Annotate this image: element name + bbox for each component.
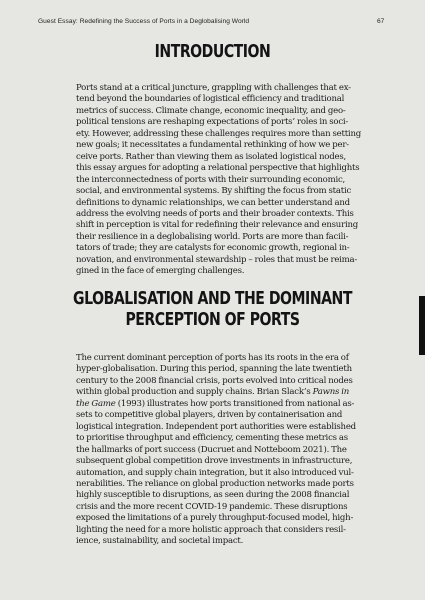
text-line: The current dominant perception of ports has its roots in the era of [76,353,349,363]
page-number: 67 [377,18,385,25]
text-line: the interconnectedness of ports with their surrounding economic, [76,174,346,185]
text-line: tators of trade; they are catalysts for economic growth, regional in- [76,243,350,254]
text-line: within global production and supply chains. Brian Slack’s Pawns in [76,387,350,398]
text-line: the Game (1993) illustrates how ports transitioned from national as- [76,398,355,409]
text-line: highly susceptible to disruptions, as seen during the 2008 financial [76,490,350,501]
chapter-tab-marker [419,296,425,355]
text-line: shift in perception is vital for redefining their relevance and ensuring [76,220,359,231]
text-line: address the evolving needs of ports and their broader contexts. This [76,208,354,219]
text-line: crisis and the more recent COVID-19 pandemic. These disruptions [76,501,348,512]
text-line: definitions to dynamic relationships, we can better understand and [76,197,350,208]
text-line: nerabilities. The reliance on global production networks made ports [76,478,354,489]
introduction-body [76,83,390,278]
text-line: ety. However, addressing these challenges requires more than setting [76,128,361,139]
text-line: ience, sustainability, and societal impact. [76,536,244,547]
text-line: century to the 2008 financial crisis, ports evolved into critical nodes [76,375,353,386]
text-line: subsequent global competition drove investments in infrastructure, [76,456,353,467]
text-line: their resilience in a deglobalising world. Ports are more than facili- [76,231,349,242]
text-line: gined in the face of emerging challenges. [76,266,245,277]
text-line: the hallmarks of port success (Ducruet and Notteboom 2021). The [76,444,347,455]
text-line: sets to competitive global players, driven by containerisation and [76,410,343,421]
heading-line: INTRODUCTION [154,42,271,62]
text-line: automation, and supply chain integration, but it also introduced vul- [76,467,354,478]
section-heading-globalisation [73,289,352,331]
heading-line: GLOBALISATION AND THE DOMINANT [73,289,352,309]
heading-line: PERCEPTION OF PORTS [125,310,300,330]
text-line: exposed the limitations of a purely throughput-focused model, high- [76,513,354,524]
italic-title: Pawns in [312,387,350,398]
text-line: Ports stand at a critical juncture, grappling with challenges that ex- [76,83,351,93]
text-line: to prioritise throughput and efficiency, cementing these metrics as [76,433,348,444]
text-line: lighting the need for a more holistic approach that considers resil- [76,524,346,535]
text-line: logistical integration. Independent port authorities were established [76,421,356,432]
text-line: metrics of success. Climate change, economic inequality, and geo- [76,105,346,116]
text-line: ceive ports. Rather than viewing them as isolated logistical nodes, [76,151,346,162]
text-line: social, and environmental systems. By shifting the focus from static [76,186,352,197]
running-header-title: Guest Essay: Redefining the Success of Ports in a Deglobalising World [38,18,250,25]
globalisation-body [76,353,390,548]
section-heading-introduction [73,42,352,63]
text-line: hyper-globalisation. During this period, spanning the late twentieth [76,364,352,375]
text-line: novation, and environmental stewardship – roles that must be reima- [76,254,358,265]
text-line: this essay argues for adopting a relational perspective that highlights [76,163,360,174]
text-line: tend beyond the boundaries of logistical efficiency and traditional [76,94,345,105]
text-line: political tensions are reshaping expectations of ports’ roles in soci- [76,117,349,128]
text-line: new goals; it necessitates a fundamental rethinking of how we per- [76,140,349,151]
italic-title: the Game [76,398,116,409]
